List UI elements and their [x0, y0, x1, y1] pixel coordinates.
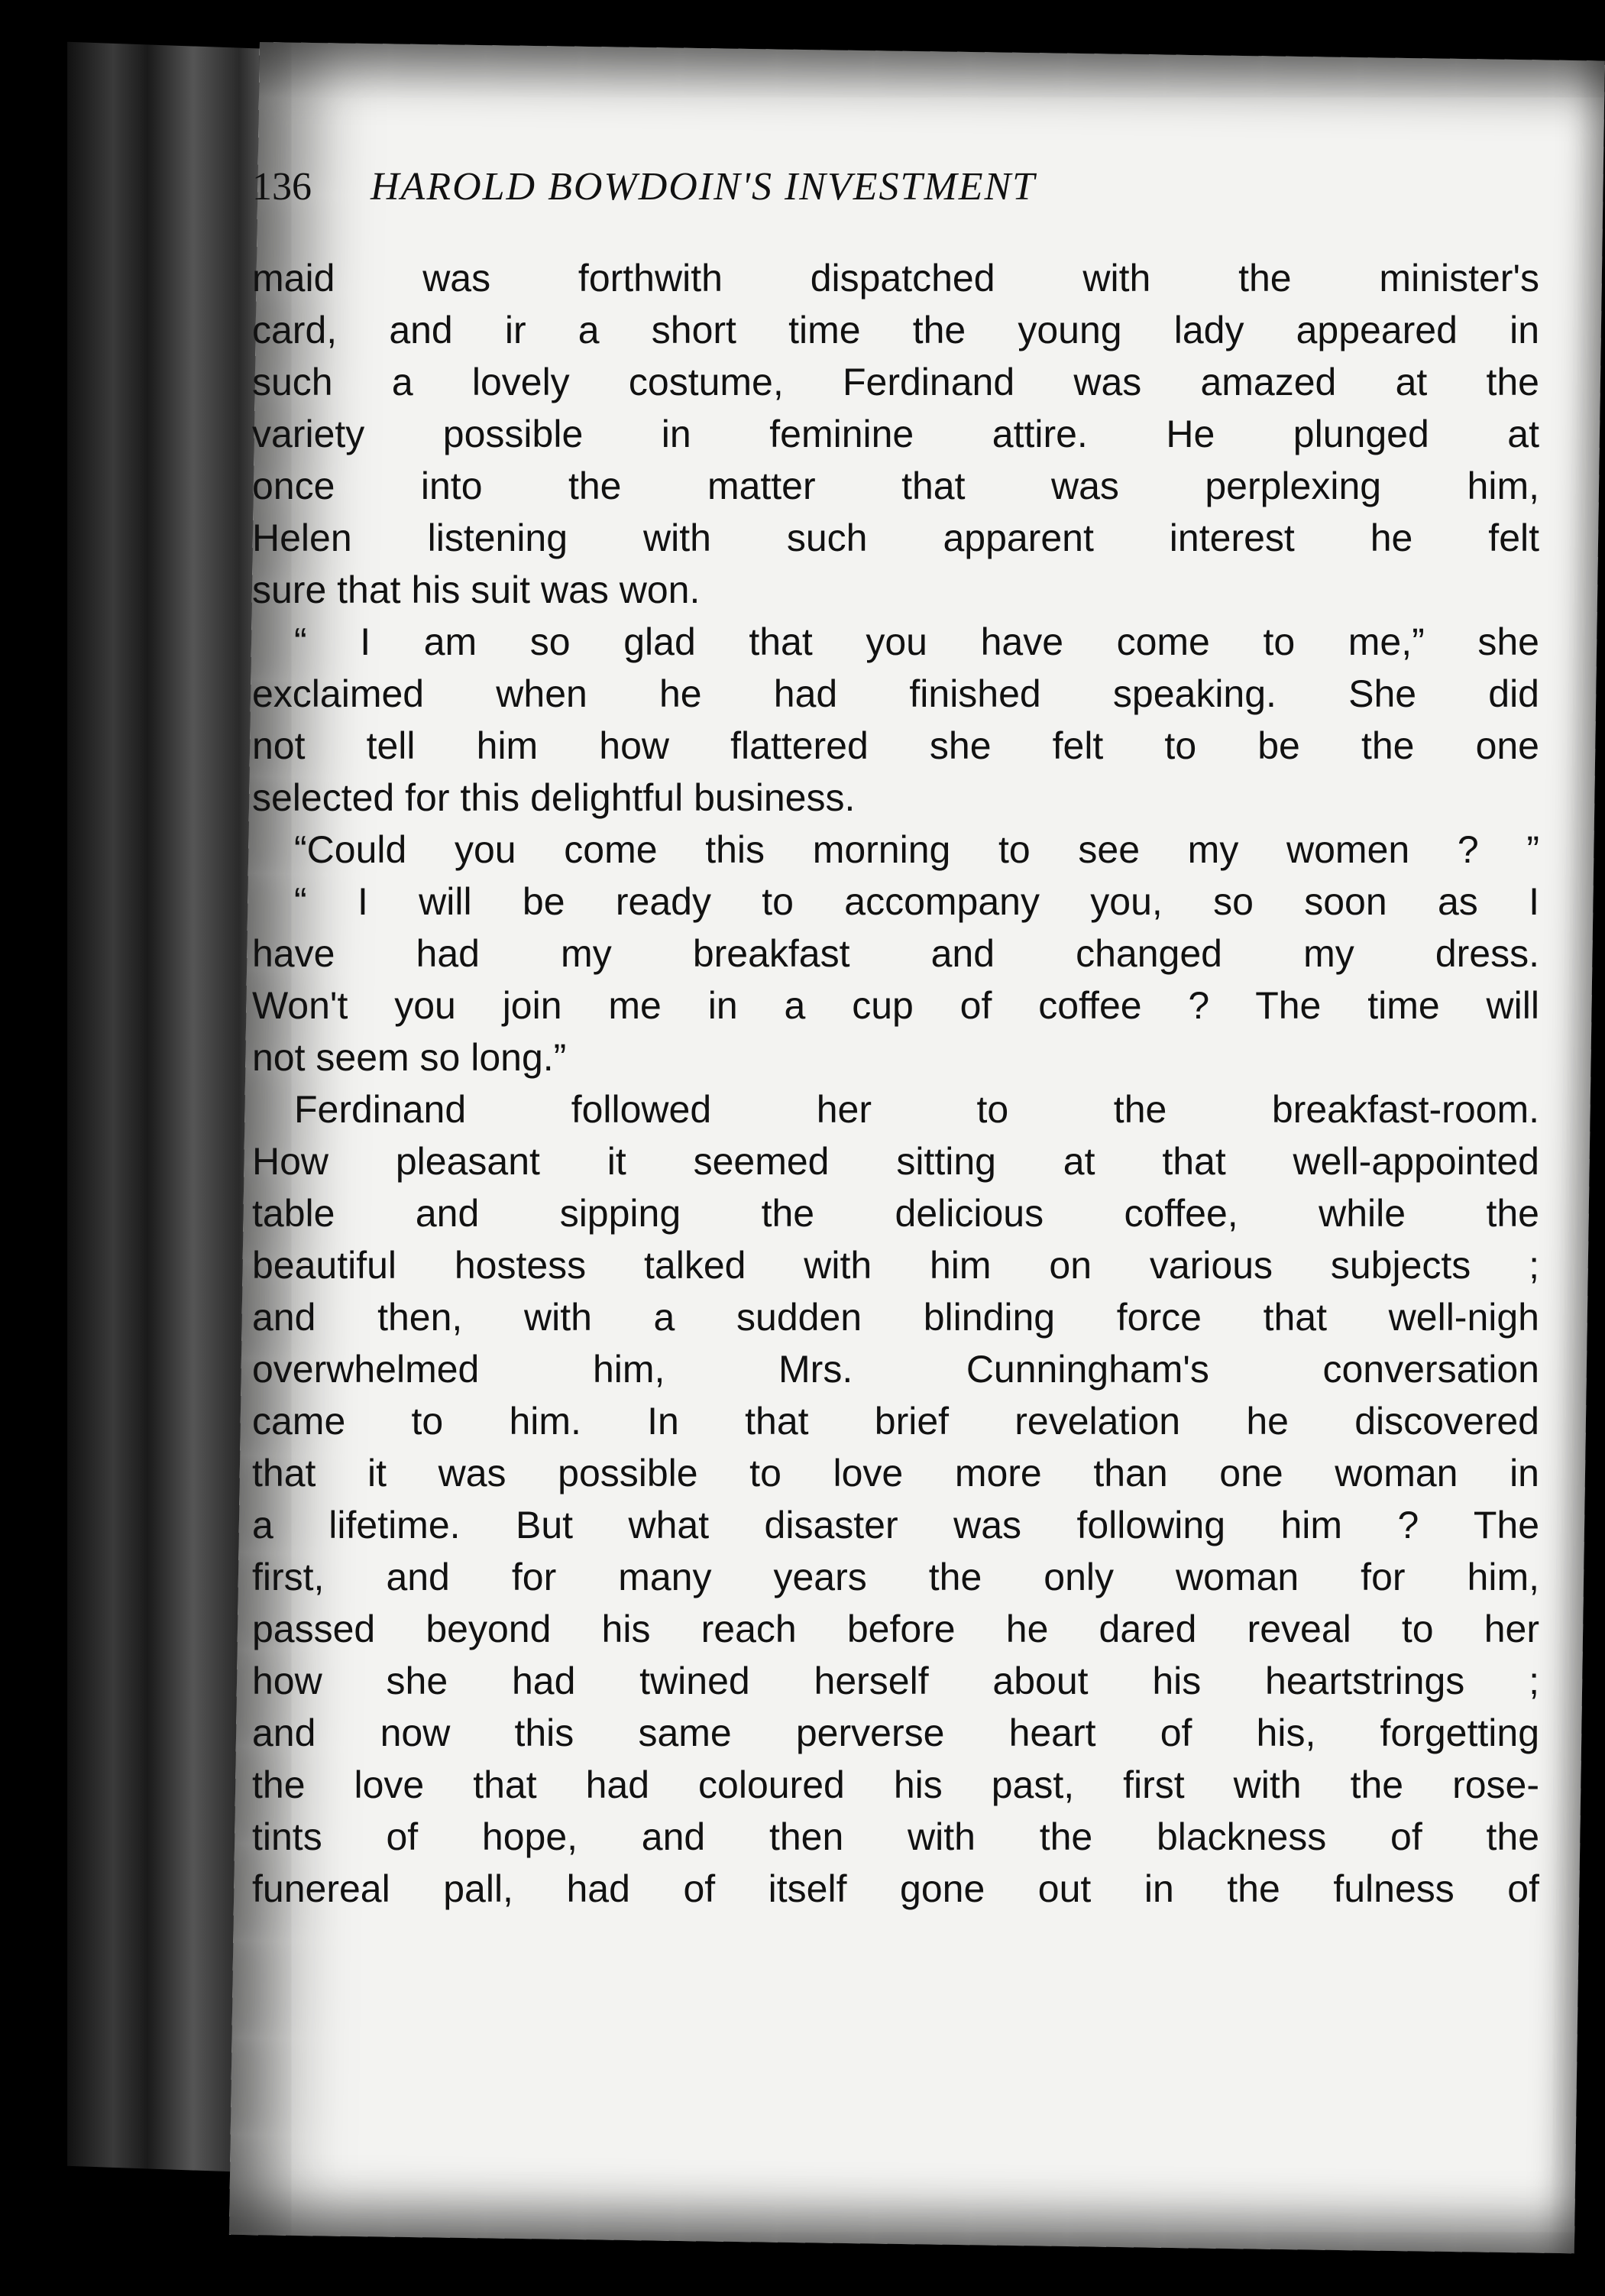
page-number: 136	[252, 165, 312, 209]
text-line: once into the matter that was perplexing him,	[252, 465, 1539, 507]
text-line: selected for this delightful business.	[252, 776, 856, 819]
text-line: and now this same perverse heart of his, forgetting	[252, 1711, 1539, 1754]
text-line: that it was possible to love more than one woman in	[252, 1452, 1539, 1495]
body-text	[252, 252, 1539, 1915]
text-line: have had my breakfast and changed my dress.	[252, 932, 1539, 975]
text-line: not tell him how flattered she felt to be the one	[252, 724, 1539, 767]
text-line: came to him. In that brief revelation he discovered	[252, 1400, 1539, 1443]
text-line: Helen listening with such apparent interest he felt	[252, 517, 1539, 559]
text-line: Ferdinand followed her to the breakfast-room.	[294, 1088, 1539, 1131]
text-line: “ I am so glad that you have come to me,” she	[294, 620, 1539, 663]
text-line: the love that had coloured his past, first with the rose-	[252, 1763, 1539, 1806]
text-line: tints of hope, and then with the blackness of the	[252, 1815, 1539, 1858]
text-line: not seem so long.”	[252, 1036, 567, 1079]
text-line: overwhelmed him, Mrs. Cunningham's conversation	[252, 1348, 1539, 1391]
text-line: and then, with a sudden blinding force that well-nigh	[252, 1296, 1539, 1339]
text-line: passed beyond his reach before he dared reveal to her	[252, 1608, 1539, 1650]
running-head	[252, 164, 1398, 209]
text-line: “ I will be ready to accompany you, so soon as I	[294, 880, 1539, 923]
text-line: how she had twined herself about his heartstrings ;	[252, 1660, 1539, 1702]
text-line: table and sipping the delicious coffee, while the	[252, 1192, 1539, 1235]
book-title: HAROLD BOWDOIN'S INVESTMENT	[371, 165, 1037, 209]
text-line: variety possible in feminine attire. He plunged at	[252, 413, 1539, 455]
text-line: a lifetime. But what disaster was following him ? The	[252, 1504, 1539, 1546]
text-line: How pleasant it seemed sitting at that well-appointed	[252, 1140, 1539, 1183]
text-line: sure that his suit was won.	[252, 568, 701, 611]
text-line: card, and ir a short time the young lady appeared in	[252, 309, 1539, 351]
text-line: first, and for many years the only woman for him,	[252, 1556, 1539, 1598]
text-line: funereal pall, had of itself gone out in the fulness of	[252, 1867, 1539, 1910]
text-line: “Could you come this morning to see my women ? ”	[294, 828, 1539, 871]
text-line: beautiful hostess talked with him on various subjects ;	[252, 1244, 1539, 1287]
text-line: exclaimed when he had finished speaking. She did	[252, 672, 1539, 715]
text-line: such a lovely costume, Ferdinand was amazed at the	[252, 361, 1539, 403]
text-line: maid was forthwith dispatched with the minister's	[252, 257, 1539, 300]
text-line: Won't you join me in a cup of coffee ? The time will	[252, 984, 1539, 1027]
